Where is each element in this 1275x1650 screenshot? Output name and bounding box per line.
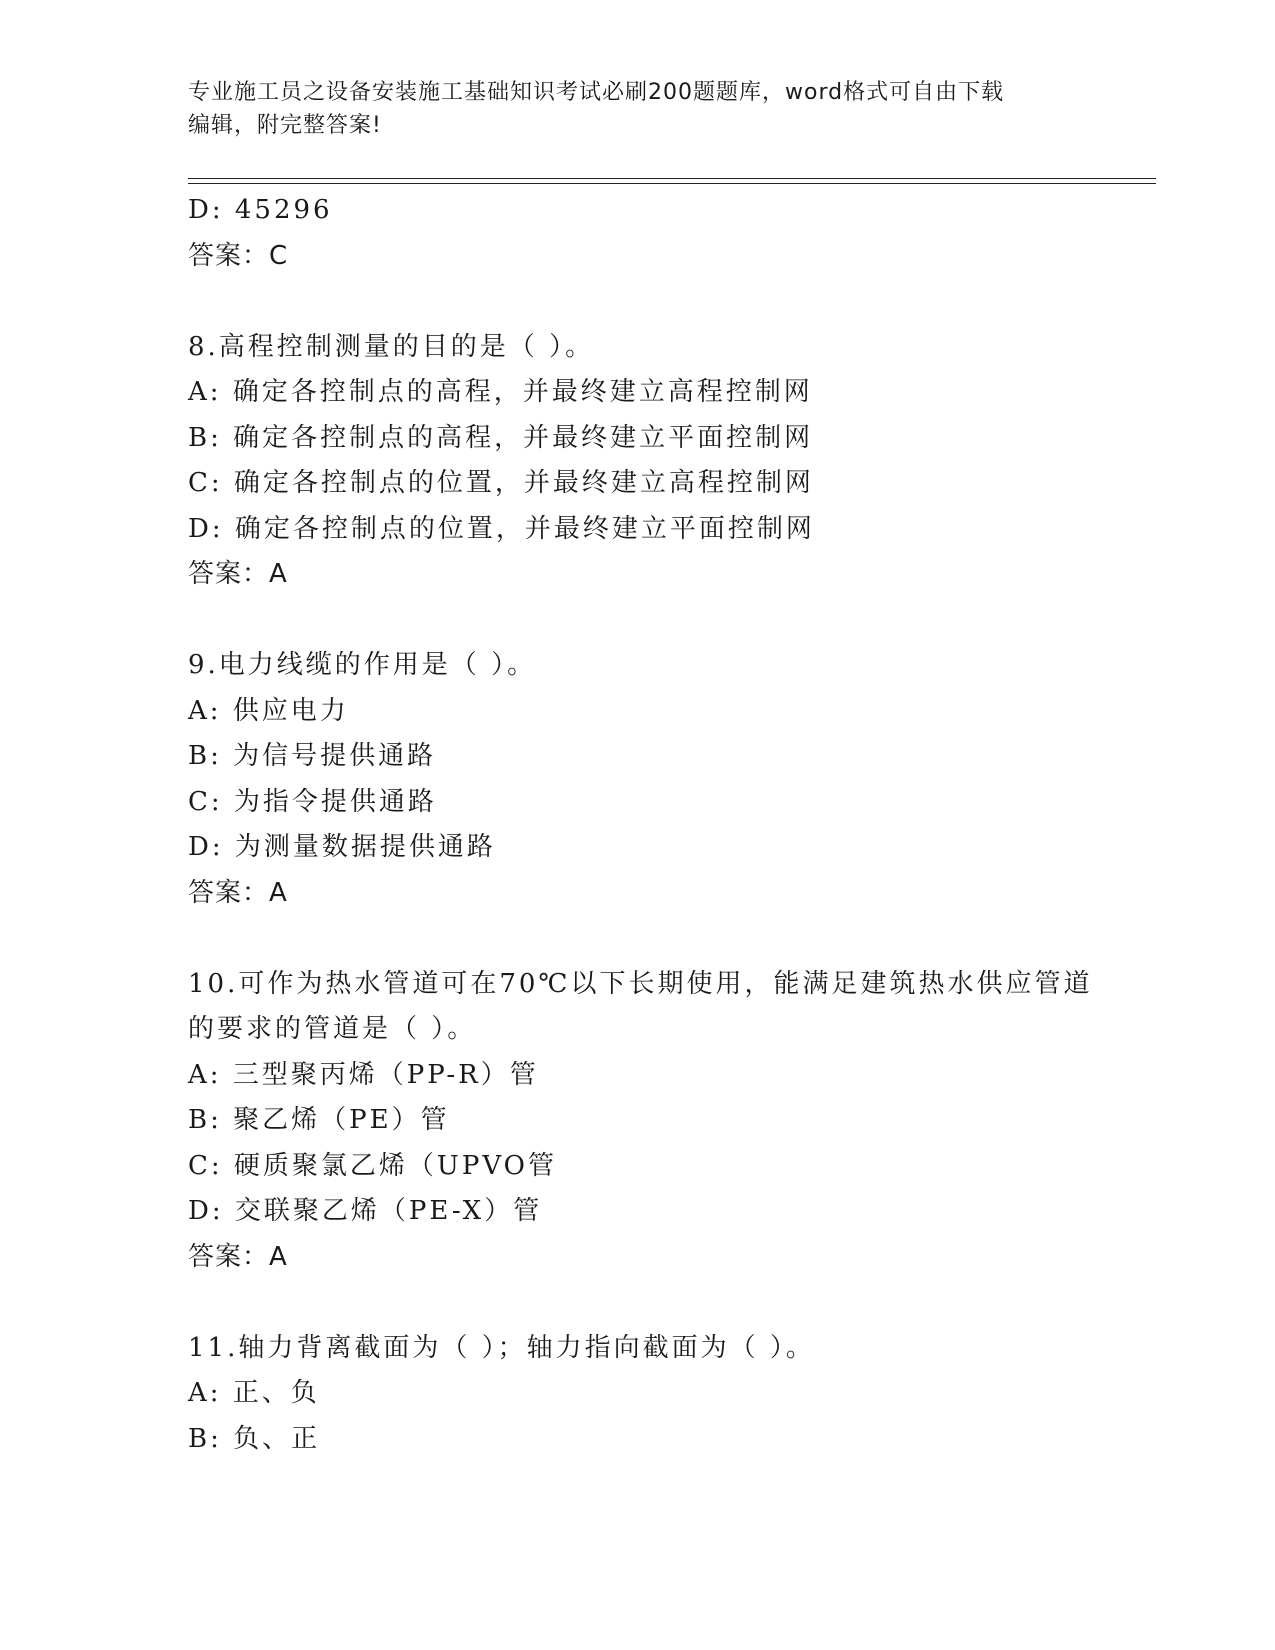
header-title-line-1: 专业施工员之设备安装施工基础知识考试必刷200题题库，word格式可自由下载 [188,80,1005,105]
q10-option-b: B: 聚乙烯（PE）管 [188,1105,450,1135]
q10-option-a: A: 三型聚丙烯（PP-R）管 [188,1059,539,1090]
spacer [188,916,1156,962]
q10-stem-line-1: 10.可作为热水管道可在70℃以下长期使用，能满足建筑热水供应管道 [188,968,1093,999]
q8-option-c: C: 确定各控制点的位置，并最终建立高程控制网 [188,468,814,498]
spacer [188,1280,1156,1326]
q10-answer: 答案：A [188,1241,288,1272]
q10-option-d: D: 交联聚乙烯（PE-X）管 [188,1196,543,1226]
header-divider [188,178,1156,184]
q8-stem: 8.高程控制测量的目的是（ ）。 [188,331,595,362]
q9-option-a: A: 供应电力 [188,695,349,726]
q9-option-c: C: 为指令提供通路 [188,786,437,817]
q10-stem-line-2: 的要求的管道是（ ）。 [188,1014,477,1044]
q9-option-b: B: 为信号提供通路 [188,741,437,771]
q8-option-a: A: 确定各控制点的高程，并最终建立高程控制网 [188,377,813,407]
prev-option-d: D: 45296 [188,195,333,225]
q11-option-b: B: 负、正 [188,1423,321,1454]
q9-answer: 答案：A [188,877,288,908]
q11-option-a: A: 正、负 [188,1378,320,1408]
document-body [188,188,1156,1462]
q8-option-d: D: 确定各控制点的位置，并最终建立平面控制网 [188,513,815,544]
q9-option-d: D: 为测量数据提供通路 [188,832,496,862]
prev-answer: 答案：C [188,240,289,271]
q9-stem: 9.电力线缆的作用是（ ）。 [188,650,537,680]
spacer [188,279,1156,325]
q8-option-b: B: 确定各控制点的高程，并最终建立平面控制网 [188,422,814,453]
spacer [188,598,1156,644]
header-title-line-2: 编辑，附完整答案! [188,113,382,138]
document-header [188,76,1088,142]
q10-option-c: C: 硬质聚氯乙烯（UPVO管 [188,1150,557,1181]
q8-answer: 答案：A [188,559,288,589]
q11-stem: 11.轴力背离截面为（ ）；轴力指向截面为（ ）。 [188,1332,815,1363]
